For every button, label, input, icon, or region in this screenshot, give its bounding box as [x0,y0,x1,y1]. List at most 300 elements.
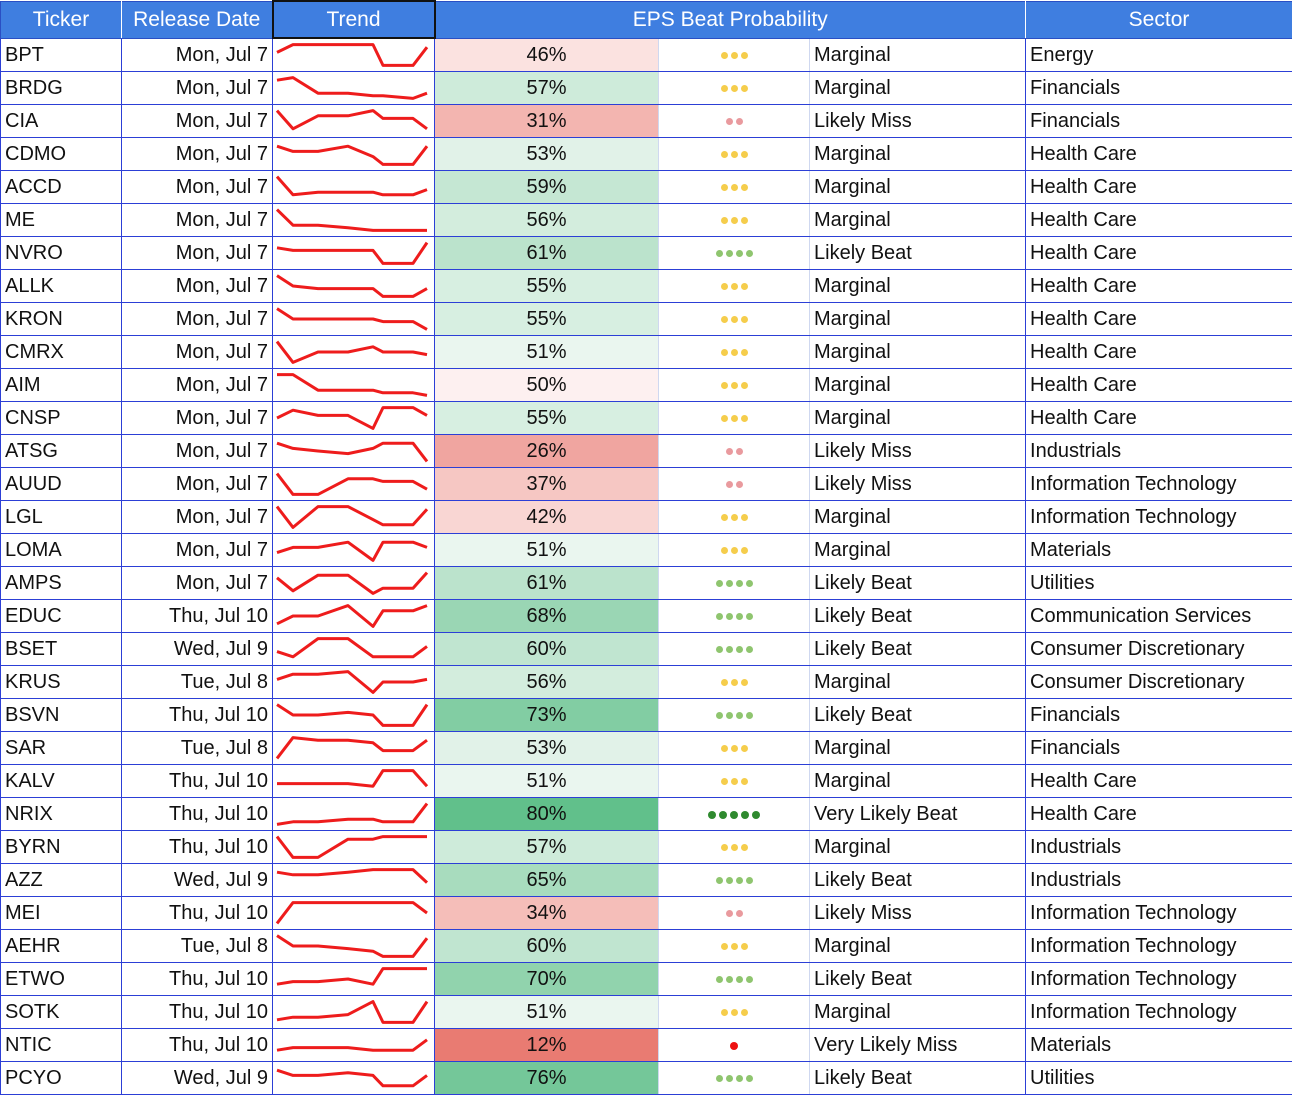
release-date-cell[interactable]: Mon, Jul 7 [122,105,273,138]
table-row [1,699,1292,732]
ticker-cell[interactable]: AIM [1,369,122,402]
header-sector[interactable]: Sector [1026,1,1292,38]
probability-dots-cell[interactable] [659,204,810,237]
release-date-cell[interactable]: Thu, Jul 10 [122,996,273,1029]
table-row [1,171,1292,204]
beat-label-cell[interactable]: Marginal [810,402,1026,435]
trend-sparkline-cell[interactable] [273,600,435,633]
ticker-cell[interactable]: CNSP [1,402,122,435]
release-date-cell[interactable]: Mon, Jul 7 [122,138,273,171]
probability-dots-cell[interactable] [659,930,810,963]
probability-cell[interactable]: 37% [435,468,659,501]
probability-dots-cell[interactable] [659,435,810,468]
trend-line [277,243,427,264]
trend-sparkline-cell[interactable] [273,765,435,798]
ticker-cell[interactable]: AEHR [1,930,122,963]
probability-dot-icon [726,712,733,719]
sector-cell[interactable]: Financials [1026,105,1292,138]
release-date-cell[interactable]: Mon, Jul 7 [122,369,273,402]
beat-label-cell[interactable]: Marginal [810,72,1026,105]
trend-sparkline-cell[interactable] [273,1029,435,1062]
probability-dots-cell[interactable] [659,534,810,567]
table-row [1,897,1292,930]
probability-cell[interactable]: 31% [435,105,659,138]
release-date-cell[interactable]: Tue, Jul 8 [122,930,273,963]
probability-dot-icon [741,415,748,422]
beat-label-cell[interactable]: Marginal [810,534,1026,567]
probability-dot-icon [746,1075,753,1082]
sector-cell[interactable]: Health Care [1026,270,1292,303]
trend-sparkline-cell[interactable] [273,831,435,864]
beat-label-cell[interactable]: Likely Miss [810,435,1026,468]
probability-cell[interactable]: 73% [435,699,659,732]
release-date-cell[interactable]: Mon, Jul 7 [122,204,273,237]
ticker-cell[interactable]: BYRN [1,831,122,864]
beat-label-cell[interactable]: Marginal [810,270,1026,303]
beat-label-cell[interactable]: Likely Miss [810,105,1026,138]
sector-cell[interactable]: Industrials [1026,831,1292,864]
probability-dots-cell[interactable] [659,567,810,600]
probability-cell[interactable]: 51% [435,996,659,1029]
release-date-cell[interactable]: Mon, Jul 7 [122,468,273,501]
sector-cell[interactable]: Health Care [1026,798,1292,831]
beat-label-cell[interactable]: Very Likely Miss [810,1029,1026,1062]
probability-dot-icon [741,283,748,290]
release-date-cell[interactable]: Mon, Jul 7 [122,237,273,270]
release-date-cell[interactable]: Mon, Jul 7 [122,402,273,435]
probability-dots-cell[interactable] [659,996,810,1029]
release-date-cell[interactable]: Thu, Jul 10 [122,699,273,732]
probability-cell[interactable]: 57% [435,831,659,864]
release-date-cell[interactable]: Tue, Jul 8 [122,666,273,699]
trend-sparkline-cell[interactable] [273,171,435,204]
release-date-cell[interactable]: Tue, Jul 8 [122,732,273,765]
ticker-cell[interactable]: CMRX [1,336,122,369]
ticker-cell[interactable]: ME [1,204,122,237]
beat-label-cell[interactable]: Marginal [810,138,1026,171]
probability-cell[interactable]: 70% [435,963,659,996]
ticker-cell[interactable]: AZZ [1,864,122,897]
table-row [1,666,1292,699]
release-date-cell[interactable]: Thu, Jul 10 [122,963,273,996]
probability-cell[interactable]: 42% [435,501,659,534]
release-date-cell[interactable]: Wed, Jul 9 [122,633,273,666]
sector-cell[interactable]: Materials [1026,534,1292,567]
sector-cell[interactable]: Health Care [1026,402,1292,435]
beat-label-cell[interactable]: Marginal [810,171,1026,204]
trend-sparkline [273,1062,433,1094]
probability-dot-icon [731,52,738,59]
beat-label-cell[interactable]: Marginal [810,930,1026,963]
ticker-cell[interactable]: BSET [1,633,122,666]
trend-sparkline-cell[interactable] [273,930,435,963]
probability-cell[interactable]: 50% [435,369,659,402]
sector-cell[interactable]: Health Care [1026,369,1292,402]
ticker-cell[interactable]: LGL [1,501,122,534]
probability-dot-icon [721,217,728,224]
probability-dots-cell[interactable] [659,765,810,798]
beat-label-cell[interactable]: Likely Beat [810,864,1026,897]
probability-dots-cell[interactable] [659,666,810,699]
trend-sparkline [273,303,433,335]
beat-label-cell[interactable]: Marginal [810,336,1026,369]
ticker-cell[interactable]: SOTK [1,996,122,1029]
header-ticker[interactable]: Ticker [1,1,122,38]
probability-dots-cell[interactable] [659,798,810,831]
beat-label-cell[interactable]: Likely Beat [810,600,1026,633]
trend-sparkline-cell[interactable] [273,501,435,534]
probability-cell[interactable]: 46% [435,38,659,72]
probability-dot-icon [746,877,753,884]
probability-dot-icon [741,547,748,554]
ticker-cell[interactable]: NRIX [1,798,122,831]
probability-dot-icon [716,613,723,620]
trend-line [277,542,427,560]
probability-dots-cell[interactable] [659,864,810,897]
probability-dot-icon [731,85,738,92]
probability-cell[interactable]: 26% [435,435,659,468]
probability-dot-icon [716,1075,723,1082]
trend-sparkline [273,633,433,665]
trend-sparkline-cell[interactable] [273,38,435,72]
probability-dots-cell[interactable] [659,732,810,765]
trend-line [277,443,427,461]
probability-cell[interactable]: 60% [435,930,659,963]
trend-line [277,672,427,693]
probability-dots-cell[interactable] [659,468,810,501]
probability-cell[interactable]: 55% [435,303,659,336]
trend-sparkline-cell[interactable] [273,567,435,600]
probability-cell[interactable]: 56% [435,666,659,699]
probability-dot-icon [721,151,728,158]
header-release-date[interactable]: Release Date [122,1,273,38]
ticker-cell[interactable]: KALV [1,765,122,798]
probability-dot-icon [716,877,723,884]
beat-label-cell[interactable]: Likely Beat [810,237,1026,270]
trend-sparkline [273,138,433,170]
trend-sparkline-cell[interactable] [273,633,435,666]
trend-sparkline-cell[interactable] [273,732,435,765]
ticker-cell[interactable]: AUUD [1,468,122,501]
beat-label-cell[interactable]: Marginal [810,369,1026,402]
trend-sparkline-cell[interactable] [273,303,435,336]
probability-dot-icon [741,382,748,389]
beat-label-cell[interactable]: Likely Beat [810,963,1026,996]
probability-dot-icon [730,811,738,819]
release-date-cell[interactable]: Thu, Jul 10 [122,798,273,831]
probability-dot-icon [736,448,743,455]
trend-sparkline-cell[interactable] [273,897,435,930]
beat-label-cell[interactable]: Marginal [810,765,1026,798]
probability-cell[interactable]: 76% [435,1062,659,1095]
probability-cell[interactable]: 68% [435,600,659,633]
beat-label-cell[interactable]: Marginal [810,204,1026,237]
probability-dots-cell[interactable] [659,270,810,303]
sector-cell[interactable]: Communication Services [1026,600,1292,633]
ticker-cell[interactable]: MEI [1,897,122,930]
beat-label-cell[interactable]: Likely Beat [810,1062,1026,1095]
ticker-cell[interactable]: KRON [1,303,122,336]
release-date-cell[interactable]: Mon, Jul 7 [122,171,273,204]
trend-sparkline [273,72,433,104]
sector-cell[interactable]: Financials [1026,72,1292,105]
sector-cell[interactable]: Utilities [1026,567,1292,600]
release-date-cell[interactable]: Mon, Jul 7 [122,72,273,105]
trend-line [277,903,427,924]
release-date-cell[interactable]: Mon, Jul 7 [122,303,273,336]
probability-dots-cell[interactable] [659,501,810,534]
release-date-cell[interactable]: Thu, Jul 10 [122,897,273,930]
trend-sparkline [273,369,433,401]
ticker-cell[interactable]: ALLK [1,270,122,303]
probability-cell[interactable]: 53% [435,138,659,171]
probability-dot-icon [736,613,743,620]
ticker-cell[interactable]: BRDG [1,72,122,105]
table-row [1,600,1292,633]
beat-label-cell[interactable]: Likely Miss [810,468,1026,501]
sector-cell[interactable]: Financials [1026,732,1292,765]
beat-label-cell[interactable]: Marginal [810,38,1026,72]
probability-cell[interactable]: 61% [435,567,659,600]
probability-dot-icon [731,217,738,224]
sector-cell[interactable]: Information Technology [1026,930,1292,963]
probability-cell[interactable]: 55% [435,402,659,435]
probability-cell[interactable]: 55% [435,270,659,303]
trend-sparkline-cell[interactable] [273,435,435,468]
sector-cell[interactable]: Health Care [1026,138,1292,171]
sector-cell[interactable]: Information Technology [1026,897,1292,930]
probability-dots-cell[interactable] [659,897,810,930]
probability-dots-cell[interactable] [659,72,810,105]
probability-dot-icon [746,646,753,653]
table-row [1,72,1292,105]
probability-dot-icon [721,547,728,554]
table-row [1,501,1292,534]
ticker-cell[interactable]: KRUS [1,666,122,699]
ticker-cell[interactable]: ETWO [1,963,122,996]
table-row [1,105,1292,138]
probability-cell[interactable]: 56% [435,204,659,237]
ticker-cell[interactable]: CIA [1,105,122,138]
sector-cell[interactable]: Financials [1026,699,1292,732]
probability-dot-icon [741,514,748,521]
release-date-cell[interactable]: Thu, Jul 10 [122,1029,273,1062]
sector-cell[interactable]: Information Technology [1026,468,1292,501]
ticker-cell[interactable]: BPT [1,38,122,72]
beat-label-cell[interactable]: Likely Beat [810,699,1026,732]
trend-sparkline-cell[interactable] [273,270,435,303]
header-eps-beat-probability[interactable]: EPS Beat Probability [435,1,1026,38]
probability-dot-icon [731,547,738,554]
release-date-cell[interactable]: Thu, Jul 10 [122,831,273,864]
beat-label-cell[interactable]: Marginal [810,831,1026,864]
trend-sparkline-cell[interactable] [273,1062,435,1095]
release-date-cell[interactable]: Mon, Jul 7 [122,270,273,303]
probability-cell[interactable]: 51% [435,336,659,369]
release-date-cell[interactable]: Mon, Jul 7 [122,501,273,534]
beat-label-cell[interactable]: Very Likely Beat [810,798,1026,831]
probability-dots-cell[interactable] [659,171,810,204]
probability-cell[interactable]: 51% [435,765,659,798]
trend-line [277,1002,427,1023]
probability-cell[interactable]: 51% [435,534,659,567]
trend-sparkline-cell[interactable] [273,237,435,270]
sector-cell[interactable]: Information Technology [1026,996,1292,1029]
sector-cell[interactable]: Industrials [1026,435,1292,468]
probability-dot-icon [721,679,728,686]
probability-dot-icon [741,778,748,785]
trend-sparkline-cell[interactable] [273,138,435,171]
trend-sparkline-cell[interactable] [273,468,435,501]
ticker-cell[interactable]: SAR [1,732,122,765]
release-date-cell[interactable]: Thu, Jul 10 [122,765,273,798]
probability-dot-icon [721,778,728,785]
release-date-cell[interactable]: Mon, Jul 7 [122,534,273,567]
trend-line [277,1040,427,1050]
beat-label-cell[interactable]: Marginal [810,996,1026,1029]
sector-cell[interactable]: Health Care [1026,171,1292,204]
beat-label-cell[interactable]: Likely Beat [810,567,1026,600]
table-row [1,765,1292,798]
probability-dot-icon [731,184,738,191]
sector-cell[interactable]: Energy [1026,38,1292,72]
sector-cell[interactable]: Health Care [1026,237,1292,270]
trend-sparkline-cell[interactable] [273,666,435,699]
trend-sparkline-cell[interactable] [273,798,435,831]
trend-sparkline-cell[interactable] [273,336,435,369]
probability-cell[interactable]: 57% [435,72,659,105]
probability-dot-icon [731,316,738,323]
release-date-cell[interactable]: Mon, Jul 7 [122,336,273,369]
release-date-cell[interactable]: Mon, Jul 7 [122,38,273,72]
probability-dots-cell[interactable] [659,633,810,666]
ticker-cell[interactable]: PCYO [1,1062,122,1095]
probability-dot-icon [721,283,728,290]
release-date-cell[interactable]: Wed, Jul 9 [122,864,273,897]
sector-cell[interactable]: Information Technology [1026,963,1292,996]
trend-sparkline [273,171,433,203]
header-row [1,1,1292,38]
ticker-cell[interactable]: NVRO [1,237,122,270]
probability-dot-icon [708,811,716,819]
probability-dot-icon [736,481,743,488]
release-date-cell[interactable]: Thu, Jul 10 [122,600,273,633]
sector-cell[interactable]: Consumer Discretionary [1026,633,1292,666]
sector-cell[interactable]: Health Care [1026,303,1292,336]
trend-sparkline-cell[interactable] [273,699,435,732]
sector-cell[interactable]: Consumer Discretionary [1026,666,1292,699]
probability-cell[interactable]: 34% [435,897,659,930]
probability-dot-icon [719,811,727,819]
trend-sparkline-cell[interactable] [273,864,435,897]
probability-dots-cell[interactable] [659,336,810,369]
probability-dots-cell[interactable] [659,600,810,633]
probability-dot-icon [736,910,743,917]
probability-dots-cell[interactable] [659,369,810,402]
header-trend[interactable]: Trend [273,1,435,38]
beat-label-cell[interactable]: Marginal [810,303,1026,336]
sector-cell[interactable]: Utilities [1026,1062,1292,1095]
probability-dots-cell[interactable] [659,402,810,435]
probability-cell[interactable]: 53% [435,732,659,765]
probability-cell[interactable]: 59% [435,171,659,204]
beat-label-cell[interactable]: Marginal [810,501,1026,534]
trend-line [277,474,427,495]
sector-cell[interactable]: Health Care [1026,765,1292,798]
probability-dots-cell[interactable] [659,303,810,336]
trend-sparkline-cell[interactable] [273,105,435,138]
beat-label-cell[interactable]: Marginal [810,732,1026,765]
table-row [1,831,1292,864]
probability-dots-cell[interactable] [659,237,810,270]
sector-cell[interactable]: Health Care [1026,204,1292,237]
sector-cell[interactable]: Health Care [1026,336,1292,369]
trend-sparkline-cell[interactable] [273,204,435,237]
trend-sparkline-cell[interactable] [273,72,435,105]
probability-cell[interactable]: 12% [435,1029,659,1062]
probability-dots-cell[interactable] [659,1029,810,1062]
probability-cell[interactable]: 60% [435,633,659,666]
ticker-cell[interactable]: BSVN [1,699,122,732]
table-row [1,963,1292,996]
trend-sparkline [273,402,433,434]
probability-dot-icon [721,52,728,59]
trend-sparkline-cell[interactable] [273,534,435,567]
trend-sparkline-cell[interactable] [273,963,435,996]
ticker-cell[interactable]: ACCD [1,171,122,204]
probability-dots-cell[interactable] [659,963,810,996]
probability-dot-icon [731,778,738,785]
trend-line [277,771,427,787]
ticker-cell[interactable]: NTIC [1,1029,122,1062]
probability-cell[interactable]: 65% [435,864,659,897]
probability-cell[interactable]: 80% [435,798,659,831]
beat-label-cell[interactable]: Likely Miss [810,897,1026,930]
ticker-cell[interactable]: ATSG [1,435,122,468]
probability-dots-cell[interactable] [659,1062,810,1095]
release-date-cell[interactable]: Mon, Jul 7 [122,435,273,468]
trend-sparkline [273,765,433,797]
sector-cell[interactable]: Materials [1026,1029,1292,1062]
table-row [1,435,1292,468]
beat-label-cell[interactable]: Marginal [810,666,1026,699]
probability-dots-cell[interactable] [659,138,810,171]
ticker-cell[interactable]: LOMA [1,534,122,567]
release-date-cell[interactable]: Mon, Jul 7 [122,567,273,600]
ticker-cell[interactable]: CDMO [1,138,122,171]
release-date-cell[interactable]: Wed, Jul 9 [122,1062,273,1095]
ticker-cell[interactable]: EDUC [1,600,122,633]
probability-dots-cell[interactable] [659,831,810,864]
trend-line [277,573,427,594]
probability-dot-icon [726,910,733,917]
trend-line [277,507,427,528]
probability-dots-cell[interactable] [659,105,810,138]
beat-label-cell[interactable]: Likely Beat [810,633,1026,666]
trend-sparkline-cell[interactable] [273,996,435,1029]
table-row [1,303,1292,336]
probability-dot-icon [741,316,748,323]
trend-sparkline-cell[interactable] [273,369,435,402]
trend-sparkline-cell[interactable] [273,402,435,435]
probability-cell[interactable]: 61% [435,237,659,270]
ticker-cell[interactable]: AMPS [1,567,122,600]
sector-cell[interactable]: Information Technology [1026,501,1292,534]
probability-dots-cell[interactable] [659,699,810,732]
trend-sparkline [273,798,433,830]
sector-cell[interactable]: Industrials [1026,864,1292,897]
probability-dots-cell[interactable] [659,38,810,72]
